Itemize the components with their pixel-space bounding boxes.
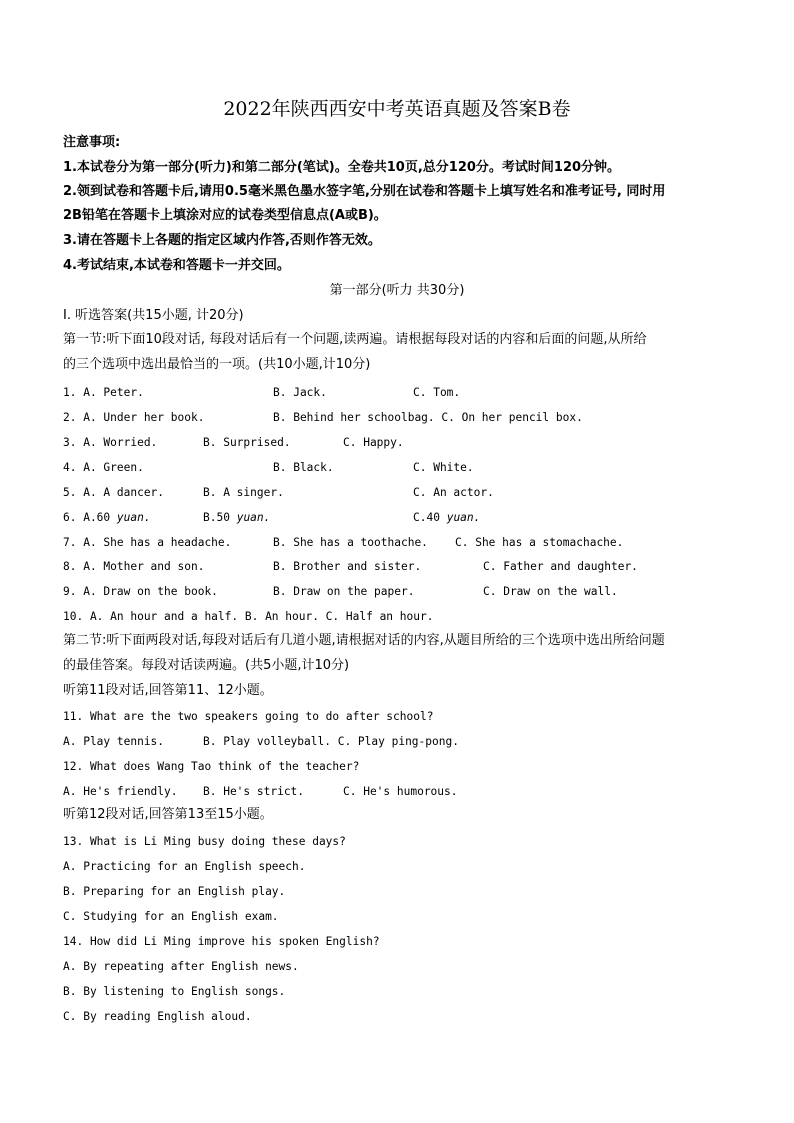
notice-item: 1.本试卷分为第一部分(听力)和第二部分(笔试)。全卷共10页,总分120分。考试时间120分钟。: [63, 160, 621, 175]
option-b: B. A singer.: [203, 486, 284, 499]
notice-item: 4.考试结束,本试卷和答题卡一并交回。: [63, 258, 290, 273]
option-b: B. Jack.: [273, 386, 327, 399]
section-heading: I. 听选答案(共15小题, 计20分): [63, 308, 244, 323]
option-b: B. Play volleyball. C. Play ping-pong.: [203, 735, 459, 748]
notice-item: 2.领到试卷和答题卡后,请用0.5毫米黑色墨水签字笔,分别在试卷和答题卡上填写姓名和准考证号, 同时用: [63, 184, 666, 199]
option-a: 8. A. Mother and son.: [63, 560, 205, 573]
option-c: C. Happy.: [343, 436, 404, 449]
section-instruction: 第二节:听下面两段对话,每段对话后有几道小题,请根据对话的内容,从题目所给的三个选项中选出所给问题: [63, 633, 665, 648]
notice-heading: 注意事项:: [63, 135, 121, 150]
option-c: C. He's humorous.: [343, 785, 458, 798]
question-options: 10. A. An hour and a half. B. An hour. C. Half an hour.: [63, 610, 434, 623]
option-b: B. By listening to English songs.: [63, 985, 286, 998]
option-a: A. He's friendly.: [63, 785, 178, 798]
section-instruction: 的最佳答案。每段对话读两遍。(共5小题,计10分): [63, 658, 350, 673]
option-a: 6. A.60 yuan.: [63, 511, 151, 524]
part1-heading: 第一部分(听力 共30分): [329, 283, 465, 298]
option-c: C. Father and daughter.: [483, 560, 638, 573]
option-b: B. Behind her schoolbag. C. On her pencil box.: [273, 411, 583, 424]
option-c: C. White.: [413, 461, 474, 474]
option-c: C. Studying for an English exam.: [63, 910, 279, 923]
notice-item: 2B铅笔在答题卡上填涂对应的试卷类型信息点(A或B)。: [63, 208, 387, 223]
option-c: C. An actor.: [413, 486, 494, 499]
option-b: B. Surprised.: [203, 436, 291, 449]
option-c: C.40 yuan.: [413, 511, 481, 524]
option-a: 1. A. Peter.: [63, 386, 144, 399]
option-a: A. Play tennis.: [63, 735, 165, 748]
dialog-heading: 听第11段对话,回答第11、12小题。: [63, 683, 273, 698]
section-instruction: 第一节:听下面10段对话, 每段对话后有一个问题,读两遍。请根据每段对话的内容和后面的问题,从所给: [63, 332, 647, 347]
option-c: C. Tom.: [413, 386, 461, 399]
option-a: A. By repeating after English news.: [63, 960, 299, 973]
question-stem: 14. How did Li Ming improve his spoken English?: [63, 935, 380, 948]
option-a: 2. A. Under her book.: [63, 411, 205, 424]
option-a: 5. A. A dancer.: [63, 486, 165, 499]
option-a: 9. A. Draw on the book.: [63, 585, 218, 598]
question-stem: 13. What is Li Ming busy doing these days?: [63, 835, 346, 848]
question-stem: 12. What does Wang Tao think of the teacher?: [63, 760, 360, 773]
question-stem: 11. What are the two speakers going to do after school?: [63, 710, 434, 723]
section-instruction: 的三个选项中选出最恰当的一项。(共10小题,计10分): [63, 357, 371, 372]
option-a: 7. A. She has a headache.: [63, 536, 232, 549]
option-a: 3. A. Worried.: [63, 436, 158, 449]
dialog-heading: 听第12段对话,回答第13至15小题。: [63, 807, 273, 822]
option-b: B. Black.: [273, 461, 334, 474]
notice-item: 3.请在答题卡上各题的指定区域内作答,否则作答无效。: [63, 233, 381, 248]
option-b: B. Draw on the paper.: [273, 585, 415, 598]
option-b: B. Preparing for an English play.: [63, 885, 286, 898]
option-b: B. He's strict.: [203, 785, 305, 798]
option-b: B.50 yuan.: [203, 511, 271, 524]
option-a: A. Practicing for an English speech.: [63, 860, 306, 873]
option-c: C. By reading English aloud.: [63, 1010, 252, 1023]
option-b: B. Brother and sister.: [273, 560, 422, 573]
option-b: B. She has a toothache.: [273, 536, 428, 549]
option-c: C. Draw on the wall.: [483, 585, 618, 598]
page-title: 2022年陕西西安中考英语真题及答案B卷: [223, 98, 571, 120]
option-a: 4. A. Green.: [63, 461, 144, 474]
option-c: C. She has a stomachache.: [455, 536, 624, 549]
